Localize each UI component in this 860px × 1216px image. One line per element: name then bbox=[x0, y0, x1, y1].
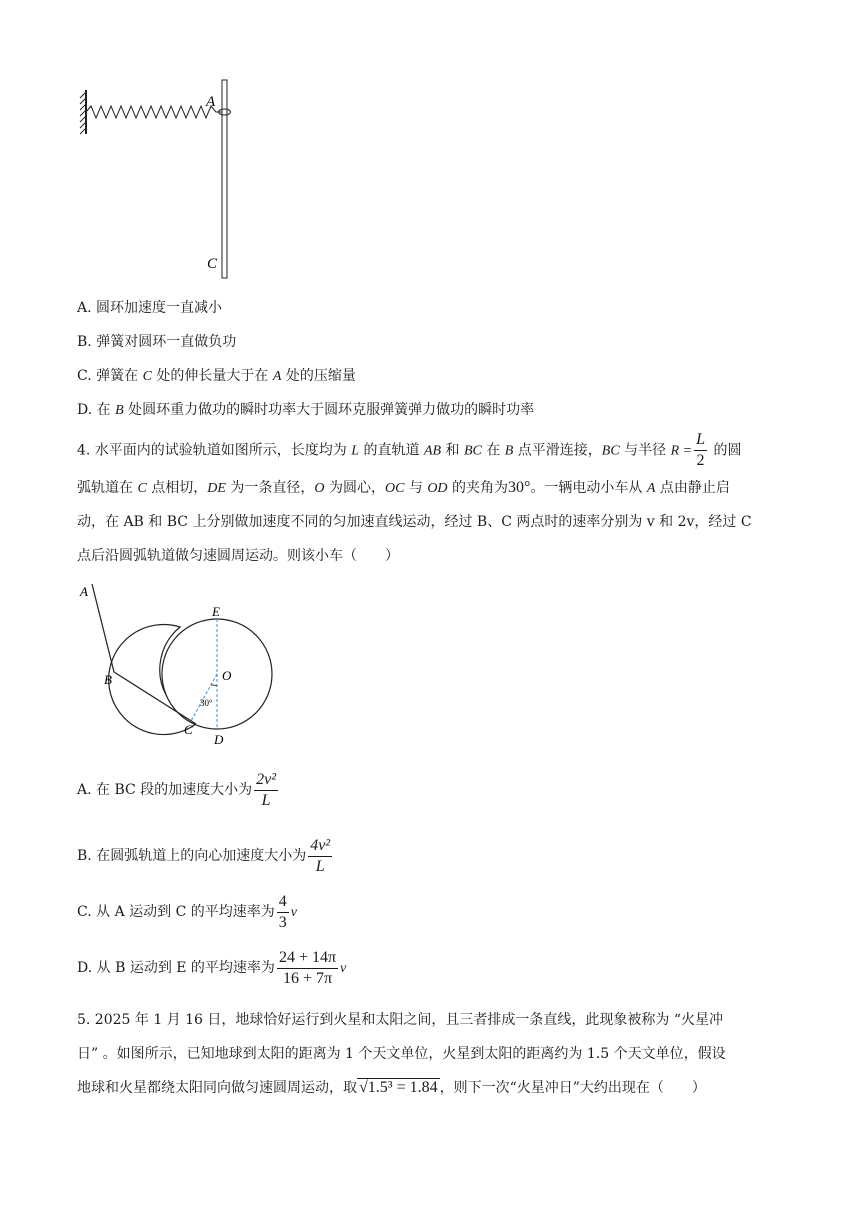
label-e: E bbox=[212, 604, 220, 619]
q3-option-c: C. 弹簧在 C 处的伸长量大于在 A 处的压缩量 bbox=[77, 368, 356, 384]
fraction-l-over-2: $\frac{L}{2}$ bbox=[696, 431, 705, 469]
label-b: B bbox=[104, 672, 112, 687]
q5-line-3: 地球和火星都绕太阳同向做匀速圆周运动，取 √1.5³ = 1.84 ，则下一次“火星冲日”大约出现在（ ） bbox=[77, 1079, 706, 1096]
label-a: A bbox=[80, 584, 88, 599]
q4-line-4: 点后沿圆弧轨道做匀速圆周运动。则该小车（ ） bbox=[77, 548, 399, 564]
track-bc bbox=[114, 672, 196, 724]
vertical-rod bbox=[222, 80, 227, 278]
q5-line-2: 日” 。如图所示，已知地球到太阳的距离为 1 个天文单位，火星到太阳的距离约为 1.5 个天文单位，假设 bbox=[77, 1046, 726, 1062]
track-figure bbox=[74, 580, 294, 750]
q4-option-d: D. 从 B 运动到 E 的平均速率为 $\frac{24 + 14\pi}{16 + 7\pi}$ v bbox=[77, 948, 347, 987]
q5-line-1: 5. 2025 年 1 月 16 日，地球恰好运行到火星和太阳之间，且三者排成一条直线，此现象被称为 “火星冲 bbox=[77, 1012, 724, 1028]
q3-option-b: B. 弹簧对圆环一直做负功 bbox=[77, 334, 237, 350]
track-ab bbox=[92, 584, 114, 672]
q3-option-a: A. 圆环加速度一直减小 bbox=[77, 300, 223, 316]
q4-option-a: A. 在 BC 段的加速度大小为 $\frac{\text{2v²}}{L}$ bbox=[77, 770, 277, 809]
sqrt-expression: √1.5³ = 1.84 bbox=[359, 1079, 438, 1096]
q4-line-1: 4. 水平面内的试验轨道如图所示，长度均为 L 的直轨道 AB 和 BC 在 B 点平滑连接，BC 与半径 R = $\frac{L}{2}$ 的圆 bbox=[77, 431, 742, 469]
q4-option-c: C. 从 A 运动到 C 的平均速率为 $\frac{4}{3}$ v bbox=[77, 892, 297, 931]
label-c: C bbox=[184, 722, 193, 737]
q3-option-d: D. 在 B 处圆环重力做功的瞬时功率大于圆环克服弹簧弹力做功的瞬时功率 bbox=[77, 402, 535, 418]
q4-line-3: 动，在 AB 和 BC 上分别做加速度不同的匀加速直线运动，经过 B、C 两点时的速率分别为 v 和 2v，经过 C bbox=[77, 514, 752, 530]
circle-arc bbox=[109, 625, 196, 735]
q4-option-b: B. 在圆弧轨道上的向心加速度大小为 $\frac{\text{4v²}}{L}$ bbox=[77, 836, 331, 875]
q4-line-2: 弧轨道在 C 点相切，DE 为一条直径，O 为圆心，OC 与 OD 的夹角为30°。一辆电动小车从 A 点由静止启 bbox=[77, 479, 730, 496]
spring bbox=[86, 106, 224, 118]
label-o: O bbox=[222, 668, 232, 683]
label-d: D bbox=[214, 732, 224, 747]
spring-rod-figure bbox=[78, 76, 248, 286]
label-c: C bbox=[207, 256, 218, 272]
label-a: A bbox=[206, 94, 216, 110]
label-angle: 30° bbox=[200, 698, 213, 708]
